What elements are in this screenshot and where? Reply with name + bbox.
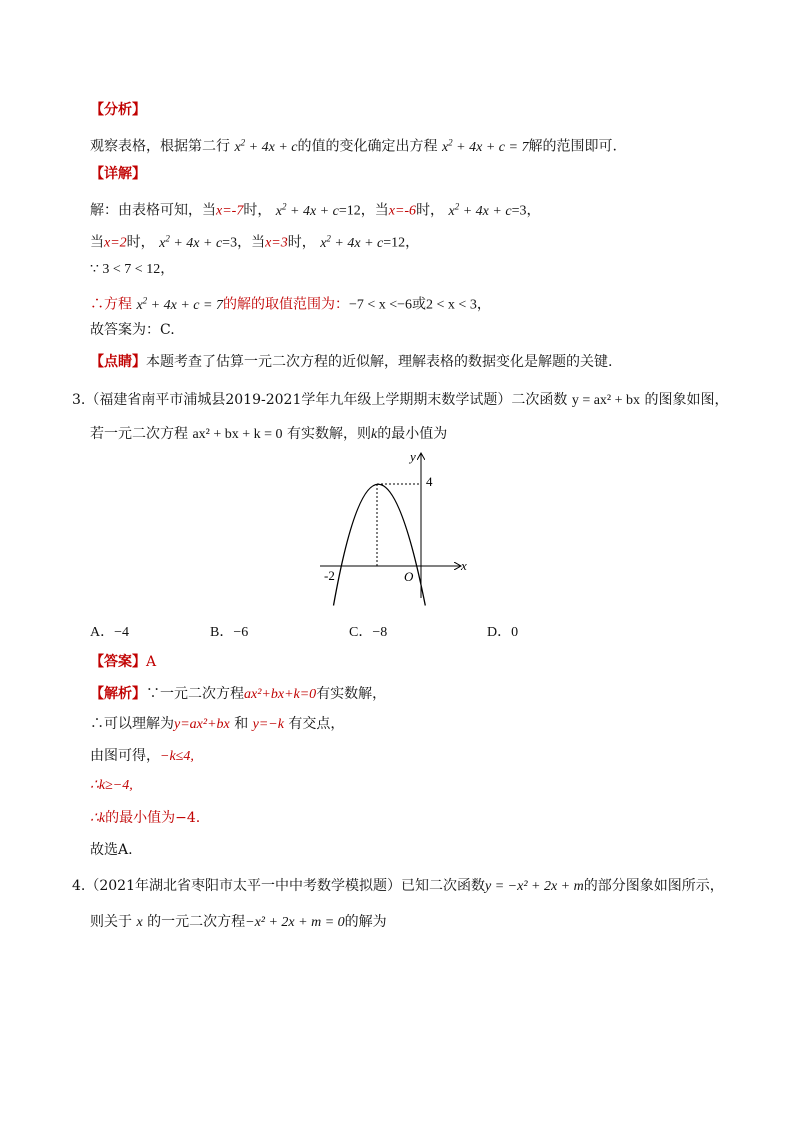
answer: 【答案】A	[90, 654, 157, 670]
expr-x2-4x-c: $x^2 + 4x + c$	[234, 137, 298, 155]
option-b: B．−6	[210, 625, 249, 640]
option-a: A．−4	[90, 625, 130, 640]
explain-line-4: ∴k≥−4,	[90, 778, 133, 793]
explain-line-1: 【解析】∵一元二次方程ax²+bx+k=0有实数解，	[90, 686, 387, 702]
label-origin: O	[404, 569, 414, 584]
label-x: x	[461, 558, 467, 573]
option-c: C．−8	[349, 625, 388, 640]
comment: 【点睛】本题考查了估算一元二次方程的近似解，理解表格的数据变化是解题的关键.	[90, 354, 613, 370]
q4-line-1: 4.（2021年湖北省枣阳市太平一中中考数学模拟题）已知二次函数y = −x² + 2x + m的部分图象如图所示，	[72, 878, 724, 894]
detail-line-2: 当x=2时， $x^2 + 4x + c=3$，当x=3时， $x^2 + 4x + c=12$，	[90, 233, 420, 251]
detail-line-1: 解：由表格可知，当x=-7时， $x^2 + 4x + c=12$，当x=-6时， $x^2 + 4x + c=3$，	[90, 201, 541, 219]
parabola-curve	[334, 484, 426, 605]
parabola-graph	[310, 448, 480, 608]
label-y: y	[410, 449, 416, 464]
detail-line-5: 故答案为：C.	[90, 322, 175, 338]
label-4: 4	[426, 474, 433, 489]
q3-line-2: 若一元二次方程 ax² + bx + k = 0 有实数解，则k的最小值为	[90, 426, 448, 442]
explain-line-2: ∴可以理解为y=ax²+bx 和 y=−k 有交点，	[90, 716, 345, 732]
option-d: D．0	[487, 625, 519, 640]
expr-eq-7: $x^2 + 4x + c = 7$	[441, 137, 529, 155]
analysis-tag: 【分析】	[90, 102, 146, 118]
q4-line-2: 则关于 x 的一元二次方程−x² + 2x + m = 0的解为	[90, 914, 387, 930]
detail-tag: 【详解】	[90, 166, 146, 182]
explain-line-3: 由图可得，−k≤4,	[90, 748, 194, 764]
detail-line-3: ∵ 3 < 7 < 12，	[90, 262, 175, 277]
label-neg2: -2	[324, 568, 335, 583]
detail-line-4: ∴方程 $x^2 + 4x + c = 7$的解的取值范围为：−7 < x <−6或2 < x < 3，	[90, 295, 491, 313]
explain-line-5: ∴k的最小值为−4.	[90, 810, 201, 826]
analysis-text: 观察表格，根据第二行 $x^2 + 4x + c$的值的变化确定出方程 $x^2 + 4x + c = 7$解的范围即可.	[90, 137, 617, 155]
explain-line-6: 故选A.	[90, 842, 133, 858]
q3-line-1: 3.（福建省南平市浦城县2019-2021学年九年级上学期期末数学试题）二次函数 y = ax² + bx 的图象如图，	[72, 392, 729, 408]
